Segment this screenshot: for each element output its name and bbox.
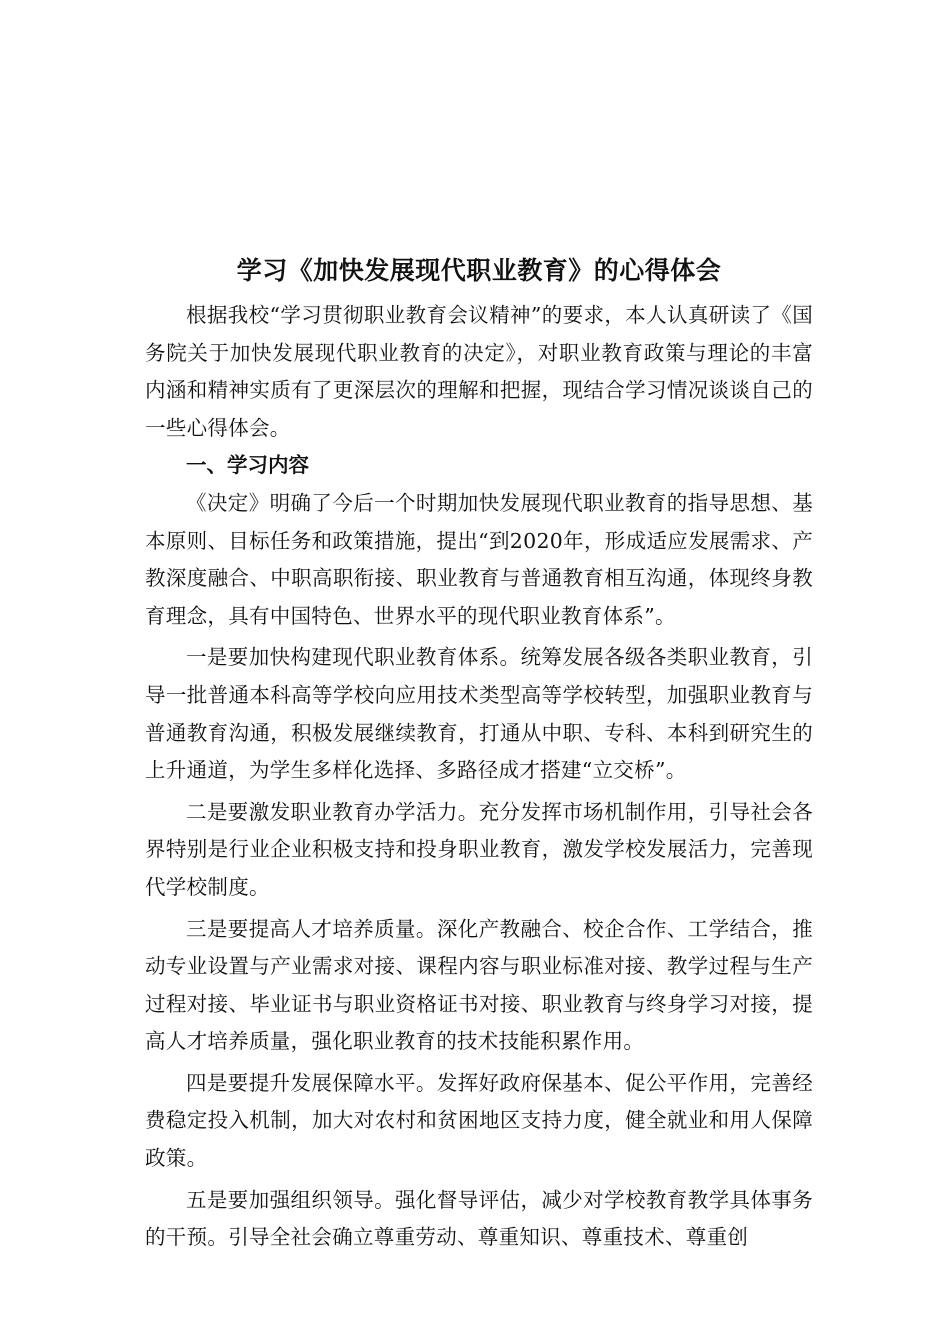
paragraph-point-2: 二是要激发职业教育办学活力。充分发挥市场机制作用，引导社会各界特别是行业企业积极支持和投身职业教育，激发学校发展活力，完善现代学校制度。	[145, 799, 813, 899]
paragraph-point-1: 一是要加快构建现代职业教育体系。统筹发展各级各类职业教育，引导一批普通本科高等学校向应用技术类型高等学校转型，加强职业教育与普通教育沟通，积极发展继续教育，打通从中职、专科、本科到研究生的上升通道，为学生多样化选择、多路径成才搭建“立交桥”。	[145, 645, 813, 783]
paragraph-decision: 《决定》明确了今后一个时期加快发展现代职业教育的指导思想、基本原则、目标任务和政策措施，提出“到2020年，形成适应发展需求、产教深度融合、中职高职衔接、职业教育与普通教育相互沟通，体现终身教育理念，具有中国特色、世界水平的现代职业教育体系”。	[145, 490, 813, 628]
document-title: 学习《加快发展现代职业教育》的心得体会	[236, 256, 722, 285]
section-heading: 一、学习内容	[186, 453, 309, 478]
paragraph-point-3: 三是要提高人才培养质量。深化产教融合、校企合作、工学结合，推动专业设置与产业需求对接、课程内容与职业标准对接、教学过程与生产过程对接、毕业证书与职业资格证书对接、职业教育与终身学习对接，提高人才培养质量，强化职业教育的技术技能积累作用。	[145, 916, 813, 1054]
paragraph-point-5: 五是要加强组织领导。强化督导评估，减少对学校教育教学具体事务的干预。引导全社会确立尊重劳动、尊重知识、尊重技术、尊重创	[145, 1187, 813, 1250]
document-body	[145, 249, 813, 1257]
paragraph-point-4: 四是要提升发展保障水平。发挥好政府保基本、促公平作用，完善经费稳定投入机制，加大对农村和贫困地区支持力度，健全就业和用人保障政策。	[145, 1070, 813, 1171]
intro-paragraph: 根据我校“学习贯彻职业教育会议精神”的要求，本人认真研读了《国务院关于加快发展现代职业教育的决定》，对职业教育政策与理论的丰富内涵和精神实质有了更深层次的理解和把握，现结合学习情况谈谈自己的一些心得体会。	[145, 303, 813, 440]
